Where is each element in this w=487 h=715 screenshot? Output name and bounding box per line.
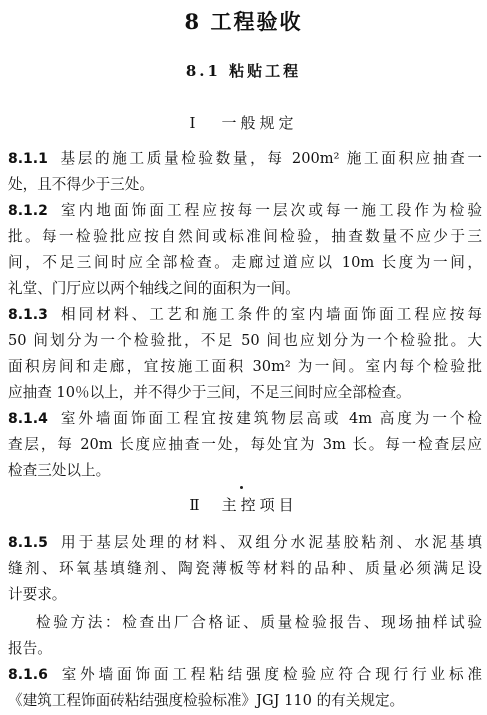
- clause-number: 8.1.2: [8, 203, 48, 219]
- clause-number: 8.1.5: [8, 535, 48, 551]
- subsection-heading-main-control: [0, 494, 487, 515]
- clause-line: 处，且不得少于三处。: [8, 176, 154, 193]
- subsection-numeral: Ⅰ: [189, 114, 200, 132]
- clause-line: 8.1.3 相同材料、工艺和施工条件的室内墙面饰面工程应按每: [8, 306, 482, 323]
- clause-line: 检查三处以上。: [8, 462, 111, 479]
- page-speck: [240, 486, 243, 489]
- subsection-numeral: Ⅱ: [189, 496, 204, 514]
- clause-line: 应抽查 10％以上，并不得少于三间，不足三间时应全部检查。: [8, 384, 411, 401]
- subsection-label: 主控项目: [221, 496, 298, 514]
- clause-line: 批。每一检验批应按自然间或标准间检验，抽查数量不应少于三: [8, 228, 482, 245]
- clause-line: 礼堂、门厅应以两个轴线之间的面积为一间。: [8, 280, 300, 297]
- clause-line: 缝剂、环氧基填缝剂、陶瓷薄板等材料的品种、质量必须满足设: [8, 560, 482, 577]
- clause-number: 8.1.3: [8, 307, 48, 323]
- clause-number: 8.1.6: [8, 667, 48, 683]
- section-title: 8.1 粘贴工程: [185, 62, 302, 80]
- clause-line: 8.1.5 用于基层处理的材料、双组分水泥基胶粘剂、水泥基填: [8, 534, 482, 551]
- clause-number: 8.1.4: [8, 411, 48, 427]
- subsection-label: 一般规定: [221, 114, 298, 132]
- clause-line: 面积房间和走廊，宜按施工面积 30m² 为一间。室内每个检验批: [8, 358, 482, 375]
- clause-line: 8.1.1 基层的施工质量检验数量，每 200m² 施工面积应抽查一: [8, 150, 482, 167]
- clause-number: 8.1.1: [8, 151, 48, 167]
- inspection-method-line: 报告。: [8, 640, 52, 657]
- clause-line: 《建筑工程饰面砖粘结强度检验标准》JGJ 110 的有关规定。: [8, 692, 405, 709]
- clause-line: 8.1.4 室外墙面饰面工程宜按建筑物层高或 4m 高度为一个检: [8, 410, 482, 427]
- clause-line: 8.1.2 室内地面饰面工程应按每一层次或每一施工段作为检验: [8, 202, 482, 219]
- subsection-heading-general: [0, 112, 487, 133]
- clause-line: 8.1.6 室外墙面饰面工程粘结强度检验应符合现行行业标准: [8, 666, 482, 683]
- clause-line: 间，不足三间时应全部检查。走廊过道应以 10m 长度为一间，: [8, 254, 482, 271]
- clause-line: 计要求。: [8, 586, 67, 603]
- clause-line: 50 间划分为一个检验批，不足 50 间也应划分为一个检验批。大: [8, 332, 482, 349]
- inspection-method-line: 检验方法：检查出厂合格证、质量检验报告、现场抽样试验: [36, 614, 482, 631]
- clause-line: 查层，每 20m 长度应抽查一处，每处宜为 3m 长。每一检查层应: [8, 436, 482, 453]
- chapter-title: 8 工程验收: [184, 9, 303, 34]
